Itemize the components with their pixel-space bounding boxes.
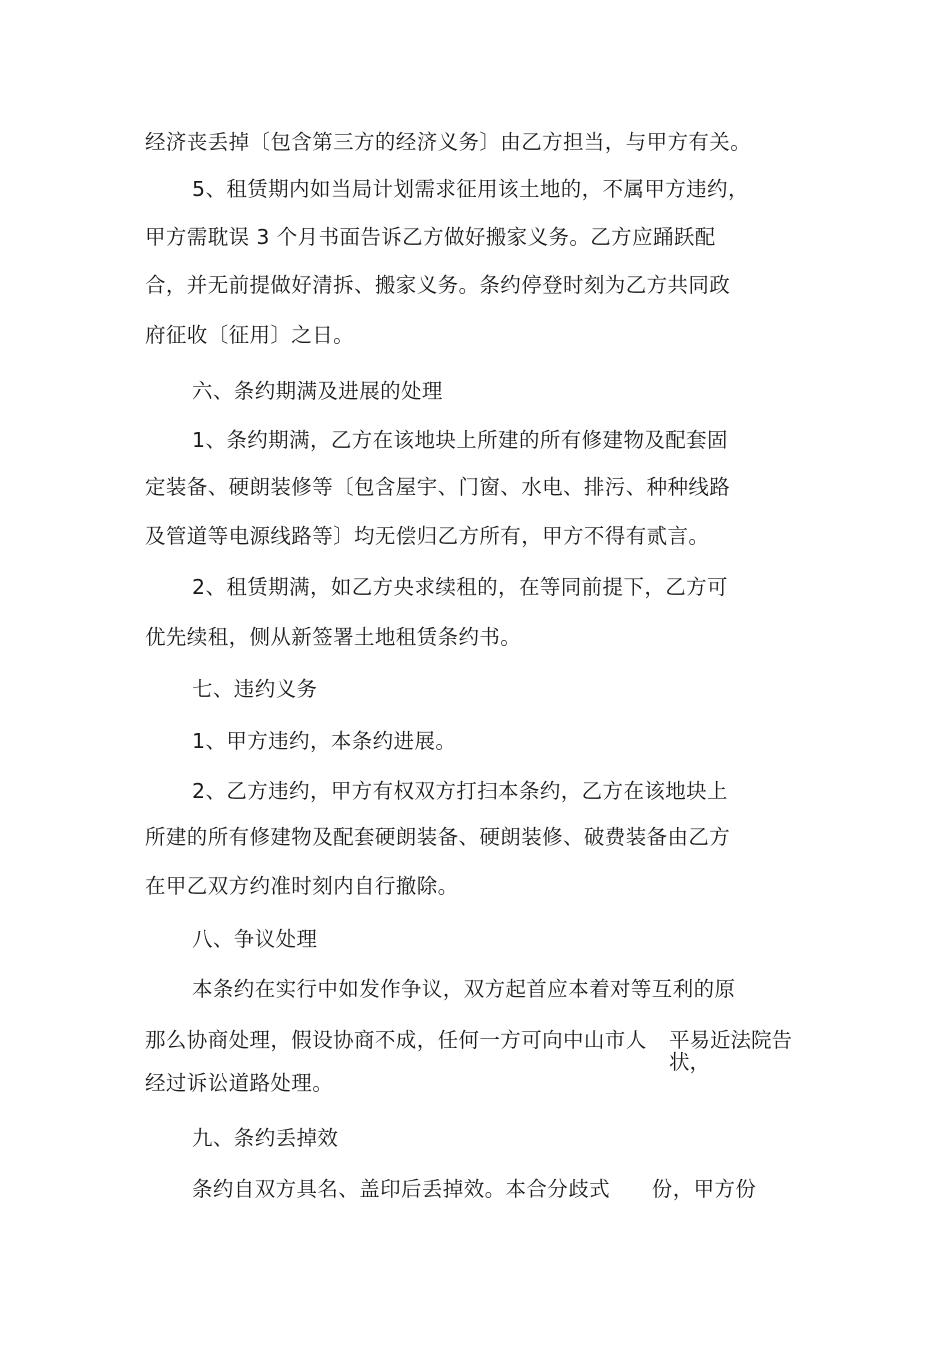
text-line: 合，并无前提做好清拆、搬家义务。条约停登时刻为乙方共同政	[145, 273, 731, 297]
text-line: 府征收〔征用〕之日。	[145, 323, 354, 347]
text-line: 那么协商处理，假设协商不成，任何一方可向中山市人	[145, 1028, 647, 1052]
text-line: 本条约在实行中如发作争议，双方起首应本着对等互利的原	[192, 977, 736, 1001]
text-line: 1、条约期满，乙方在该地块上所建的所有修建物及配套固	[192, 428, 728, 452]
text-line: 甲方需耽误 3 个月书面告诉乙方做好搬家义务。乙方应踊跃配	[145, 225, 716, 249]
overflow-text-upper: 平易近法院告	[669, 1028, 792, 1052]
text-line: 定装备、硬朗装修等〔包含屋宇、门窗、水电、排污、种种线路	[145, 475, 731, 499]
text-line: 2、租赁期满，如乙方央求续租的，在等同前提下，乙方可	[192, 575, 728, 599]
text-line: 所建的所有修建物及配套硬朗装备、硬朗装修、破费装备由乙方	[145, 825, 731, 849]
text-line: 5、租赁期内如当局计划需求征用该土地的，不属甲方违约，	[192, 177, 749, 201]
text-line: 及管道等电源线路等〕均无偿归乙方所有，甲方不得有贰言。	[145, 524, 710, 548]
overflow-text-lower: 状，	[669, 1050, 710, 1074]
text-line: 条约自双方具名、盖印后丢掉效。本合分歧式 份，甲方份	[192, 1177, 757, 1201]
text-line: 经济丧丢掉〔包含第三方的经济义务〕由乙方担当，与甲方有关。	[145, 130, 752, 154]
text-line: 2、乙方违约，甲方有权双方打扫本条约，乙方在该地块上	[192, 779, 728, 803]
text-line: 1、甲方违约，本条约进展。	[192, 729, 457, 753]
text-line: 在甲乙双方约准时刻内自行撤除。	[145, 874, 459, 898]
section-heading: 六、条约期满及进展的处理	[192, 379, 443, 403]
section-heading: 七、违约义务	[192, 677, 318, 701]
section-heading: 八、争议处理	[192, 927, 318, 951]
text-line: 优先续租，侧从新签署土地租赁条约书。	[145, 625, 522, 649]
section-heading: 九、条约丢掉效	[192, 1126, 339, 1150]
text-line: 经过诉讼道路处理。	[145, 1071, 334, 1095]
